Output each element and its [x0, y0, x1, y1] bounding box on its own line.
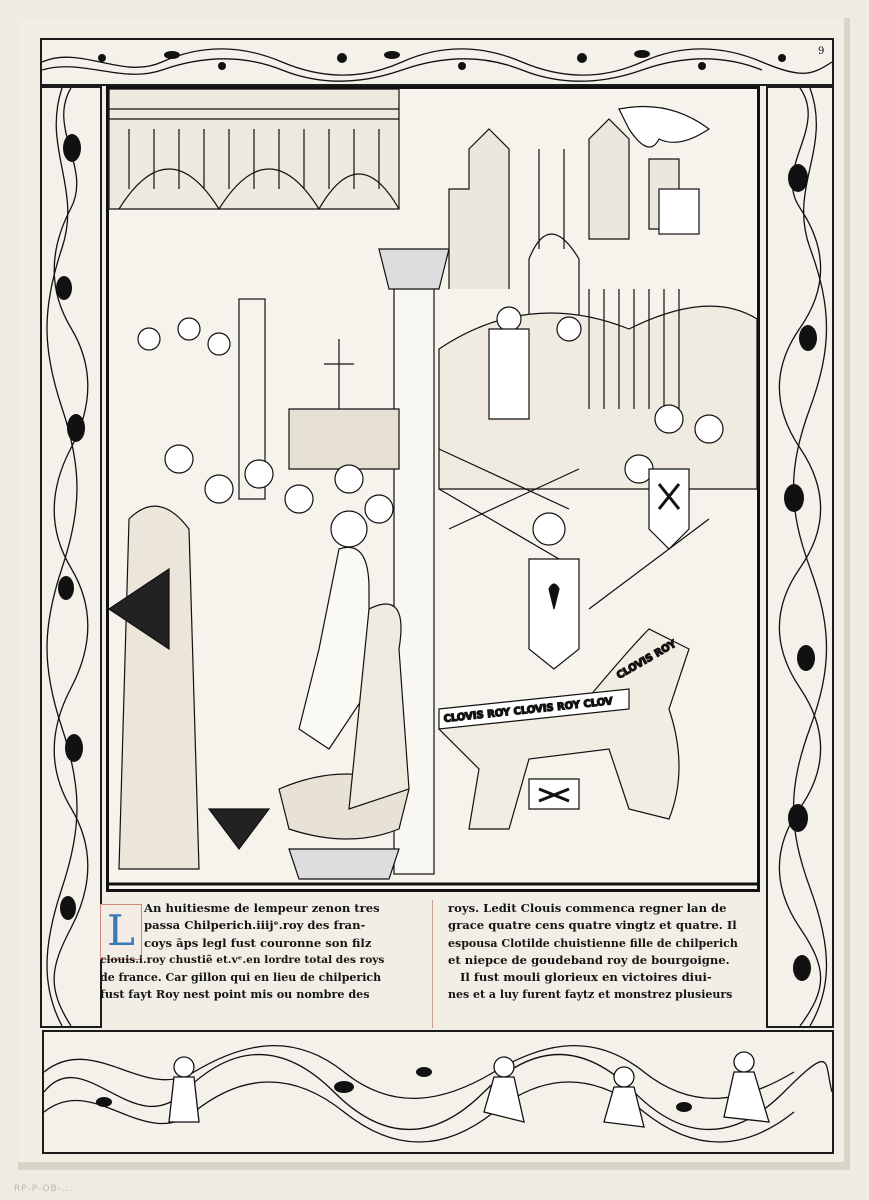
text-line: passa Chilperich.iiijᵉ.roy des fran-: [144, 918, 366, 933]
text-line: Il fust mouli glorieux en victoires diui-: [460, 970, 712, 985]
text-line: nes et a luy furent faytz et monstrez plusieurs: [448, 988, 733, 1002]
text-line: coys āps legl fust couronne son filz: [144, 935, 372, 950]
woodcut-illustration-baptism-and-battle-of-clovis: [106, 86, 760, 892]
text-line: fust fayt Roy nest point mis ou nombre des: [100, 987, 370, 1002]
top-ornamental-border: [40, 38, 834, 86]
text-line: et niepce de goudeband roy de bourgoigne.: [448, 952, 730, 967]
text-column-left: [100, 900, 418, 1004]
text-line: roys. Ledit Clouis commenca regner lan de: [448, 901, 727, 915]
text-line: grace quatre cens quatre vingtz et quatre. Il: [448, 918, 737, 933]
column-rule: [432, 900, 433, 1028]
right-ornamental-border: [766, 86, 834, 1028]
text-line: clouis.i.roy chustiẽ et.vᵉ.en lordre total des roys: [100, 953, 385, 966]
text-line: de france. Car gillon qui en lieu de chilperich: [100, 971, 382, 985]
catalog-caption: RP-P-OB-...: [14, 1184, 74, 1194]
text-line: espousa Clotilde chuistienne fille de chilperich: [448, 936, 738, 950]
illuminated-initial: L: [100, 904, 142, 960]
page-number-mark: 9: [818, 46, 825, 57]
text-line: An huitiesme de lempeur zenon tres: [144, 901, 380, 915]
left-ornamental-border: [40, 86, 102, 1028]
text-column-right: [448, 900, 768, 1004]
bottom-ornamental-border: [42, 1030, 834, 1154]
ribbon-banner-text: CLOVIS ROY CLOVIS ROY CLOV: [443, 696, 614, 725]
horse-caparison-text: CLOVIS ROY: [615, 638, 679, 682]
